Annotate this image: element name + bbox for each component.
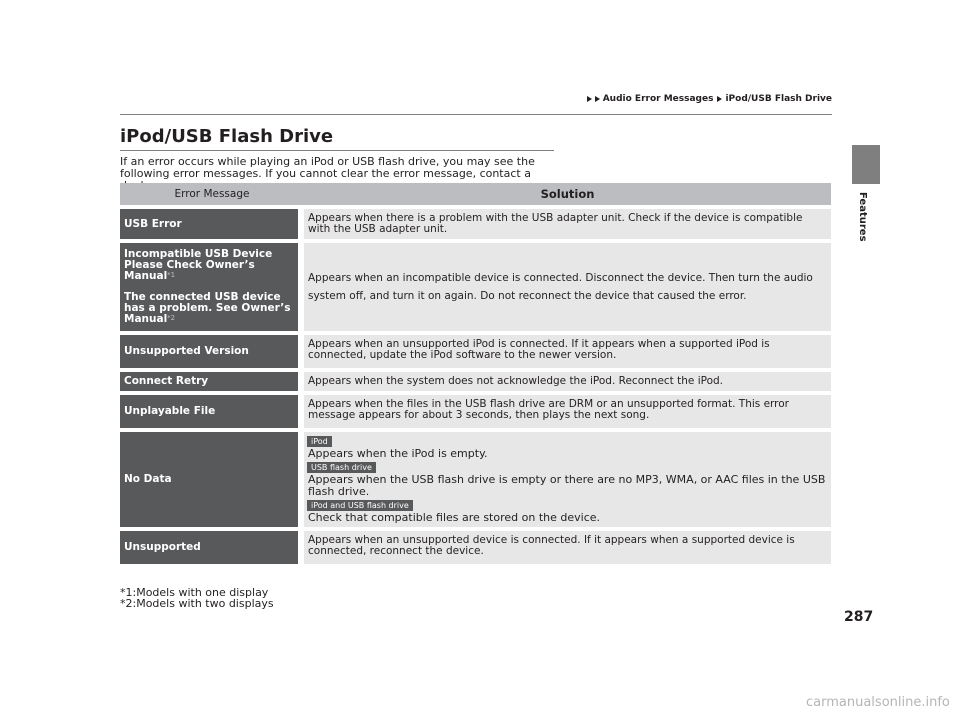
column-header-message: Error Message	[120, 183, 304, 205]
error-message: USB Error	[120, 209, 304, 239]
error-message-part: Incompatible USB Device Please Check Owner’s Manual	[124, 248, 273, 282]
table-row	[120, 531, 831, 564]
solution-line: Check that compatible files are stored on the device.	[308, 511, 600, 524]
error-solution: Appears when an unsupported device is connected. If it appears when a supported device is connected, reconnect the device.	[304, 531, 831, 564]
page-number: 287	[844, 609, 874, 625]
footnote: *2:Models with two displays	[120, 597, 274, 610]
footnotes	[120, 587, 274, 609]
column-header-solution: Solution	[304, 183, 831, 205]
table-row	[120, 209, 831, 239]
table-row	[120, 372, 831, 391]
arrow-icon	[595, 96, 600, 102]
error-table	[120, 179, 831, 568]
arrow-icon	[717, 96, 722, 102]
arrow-icon	[587, 96, 592, 102]
error-message: Connect Retry	[120, 372, 304, 391]
error-solution	[304, 432, 831, 527]
error-message: Unplayable File	[120, 395, 304, 428]
table-row	[120, 335, 831, 368]
error-message: Unsupported Version	[120, 335, 304, 368]
intro-text: If an error occurs while playing an iPod or USB flash drive, you may see the following error messages. If you cannot clear the error message, contact a	[120, 155, 535, 180]
error-solution: Appears when an incompatible device is connected. Disconnect the device. Then turn the audio system off, and turn it on again. Do not reconnect the device that caused the error.	[304, 243, 831, 331]
footnote-mark: *1	[167, 271, 176, 279]
error-message: No Data	[120, 432, 304, 527]
error-solution: Appears when the files in the USB flash drive are DRM or an unsupported format. This error message appears for about 3 seconds, then plays the next song.	[304, 395, 831, 428]
breadcrumb-item[interactable]: iPod/USB Flash Drive	[725, 94, 832, 104]
breadcrumb-item[interactable]: Audio Error Messages	[602, 94, 714, 104]
table-header-row	[120, 183, 831, 205]
error-solution: Appears when the system does not acknowledge the iPod. Reconnect the iPod.	[304, 372, 831, 391]
solution-line: Appears when the USB flash drive is empty or there are no MP3, WMA, or AAC files in the USB flash drive.	[308, 473, 826, 498]
device-tag: iPod	[307, 436, 332, 447]
table-row	[120, 395, 831, 428]
error-message-part: The connected USB device has a problem. See Owner’s Manual	[124, 291, 291, 325]
title-divider	[120, 150, 554, 151]
table-row	[120, 432, 831, 527]
error-message: Unsupported	[120, 531, 304, 564]
error-solution: Appears when an unsupported iPod is connected. If it appears when a supported iPod is connected, update the iPod software to the newer version.	[304, 335, 831, 368]
header-divider	[120, 114, 832, 115]
error-message	[120, 243, 304, 331]
device-tag: iPod and USB flash drive	[307, 500, 413, 511]
device-tag: USB flash drive	[307, 462, 376, 473]
page-title: iPod/USB Flash Drive	[120, 126, 334, 147]
footnote: *1:Models with one display	[120, 586, 269, 599]
footnote-mark: *2	[167, 314, 176, 322]
section-label: Features	[857, 192, 868, 242]
solution-line: Appears when the iPod is empty.	[308, 447, 488, 460]
error-solution: Appears when there is a problem with the USB adapter unit. Check if the device is compatible with the USB adapter unit.	[304, 209, 831, 239]
watermark: carmanualsonline.info	[806, 695, 950, 710]
section-tab	[852, 145, 880, 184]
breadcrumb	[587, 94, 832, 104]
table-row	[120, 243, 831, 331]
